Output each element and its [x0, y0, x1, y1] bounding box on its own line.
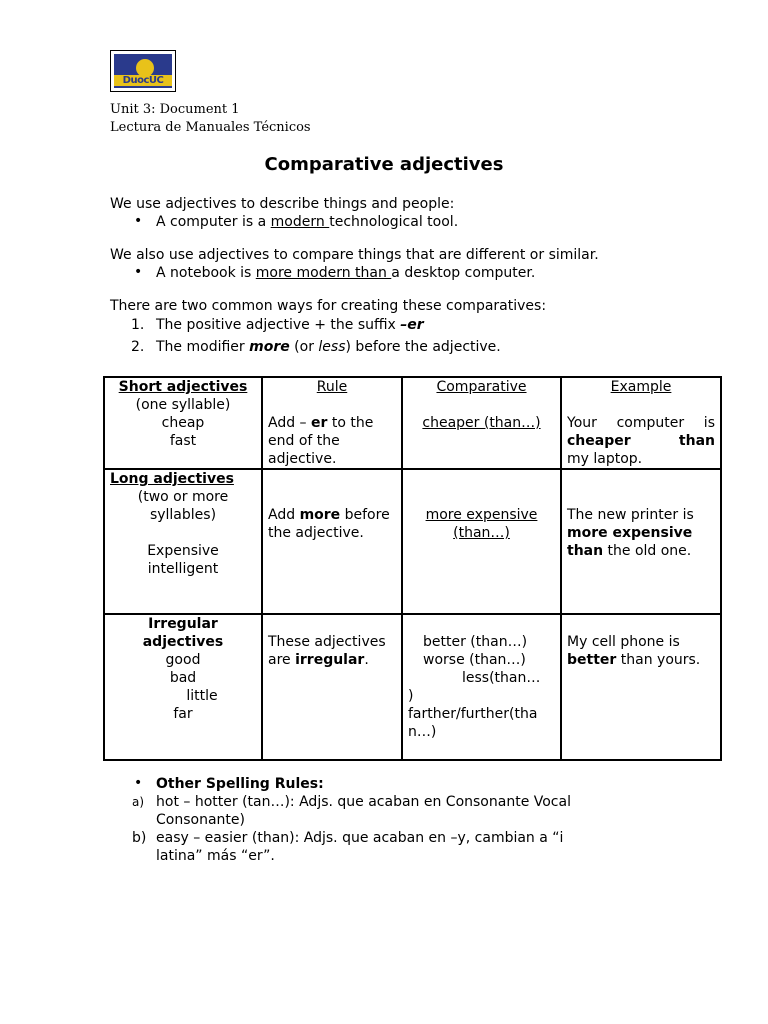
table-cell: Add more before the adjective.	[262, 469, 402, 614]
duoc-uc-logo	[110, 50, 176, 92]
spelling-rule-a-line2: Consonante)	[156, 812, 245, 828]
unit-label: Unit 3: Document 1	[110, 102, 240, 117]
list-marker-a: a)	[132, 795, 145, 809]
table-cell: These adjectives are irregular.	[262, 614, 402, 760]
table-row	[104, 469, 721, 614]
numbered-item-2: The modifier more (or less) before the adjective.	[156, 339, 501, 355]
intro-paragraph-1: We use adjectives to describe things and people:	[110, 196, 455, 212]
spelling-rule-a-line1: hot – hotter (tan…): Adjs. que acaban en Consonante Vocal	[156, 794, 571, 810]
course-label: Lectura de Manuales Técnicos	[110, 120, 311, 135]
table-cell: Short adjectives (one syllable) cheap fast	[104, 377, 262, 469]
bullet-icon: •	[134, 264, 143, 280]
comparatives-table	[103, 376, 722, 761]
table-cell: My cell phone is better than yours.	[561, 614, 721, 760]
table-cell: Rule Add – er to the end of the adjective.	[262, 377, 402, 469]
page-title: Comparative adjectives	[264, 154, 504, 175]
intro-paragraph-2: We also use adjectives to compare things that are different or similar.	[110, 247, 599, 263]
bullet-item-1: A computer is a modern technological tool.	[156, 214, 459, 230]
table-row	[104, 614, 721, 760]
table-cell: more expensive (than…)	[402, 469, 561, 614]
table-cell: Irregular adjectives good bad little far	[104, 614, 262, 760]
list-marker-b: b)	[132, 830, 147, 846]
bullet-icon: •	[134, 213, 143, 229]
intro-paragraph-3: There are two common ways for creating these comparatives:	[110, 298, 547, 314]
bullet-icon: •	[134, 775, 143, 791]
logo-text: DuocUC	[114, 75, 172, 86]
table-cell: The new printer is more expensive than the old one.	[561, 469, 721, 614]
table-row	[104, 377, 721, 469]
spelling-rule-b-line1: easy – easier (than): Adjs. que acaban en –y, cambian a “i	[156, 830, 564, 846]
numbered-item-1: The positive adjective + the suffix –er	[156, 317, 424, 333]
numbered-marker-2: 2.	[131, 339, 145, 355]
spelling-rules-heading: Other Spelling Rules:	[156, 776, 324, 792]
table-cell: better (than…) worse (than…) less(than… ) farther/further(tha n…)	[402, 614, 561, 760]
table-cell: Long adjectives (two or more syllables) Expensive intelligent	[104, 469, 262, 614]
table-cell: Comparative cheaper (than…)	[402, 377, 561, 469]
table-cell: Example Your computer is cheaper than my laptop.	[561, 377, 721, 469]
spelling-rule-b-line2: latina” más “er”.	[156, 848, 275, 864]
bullet-item-2: A notebook is more modern than a desktop computer.	[156, 265, 536, 281]
numbered-marker-1: 1.	[131, 317, 145, 333]
